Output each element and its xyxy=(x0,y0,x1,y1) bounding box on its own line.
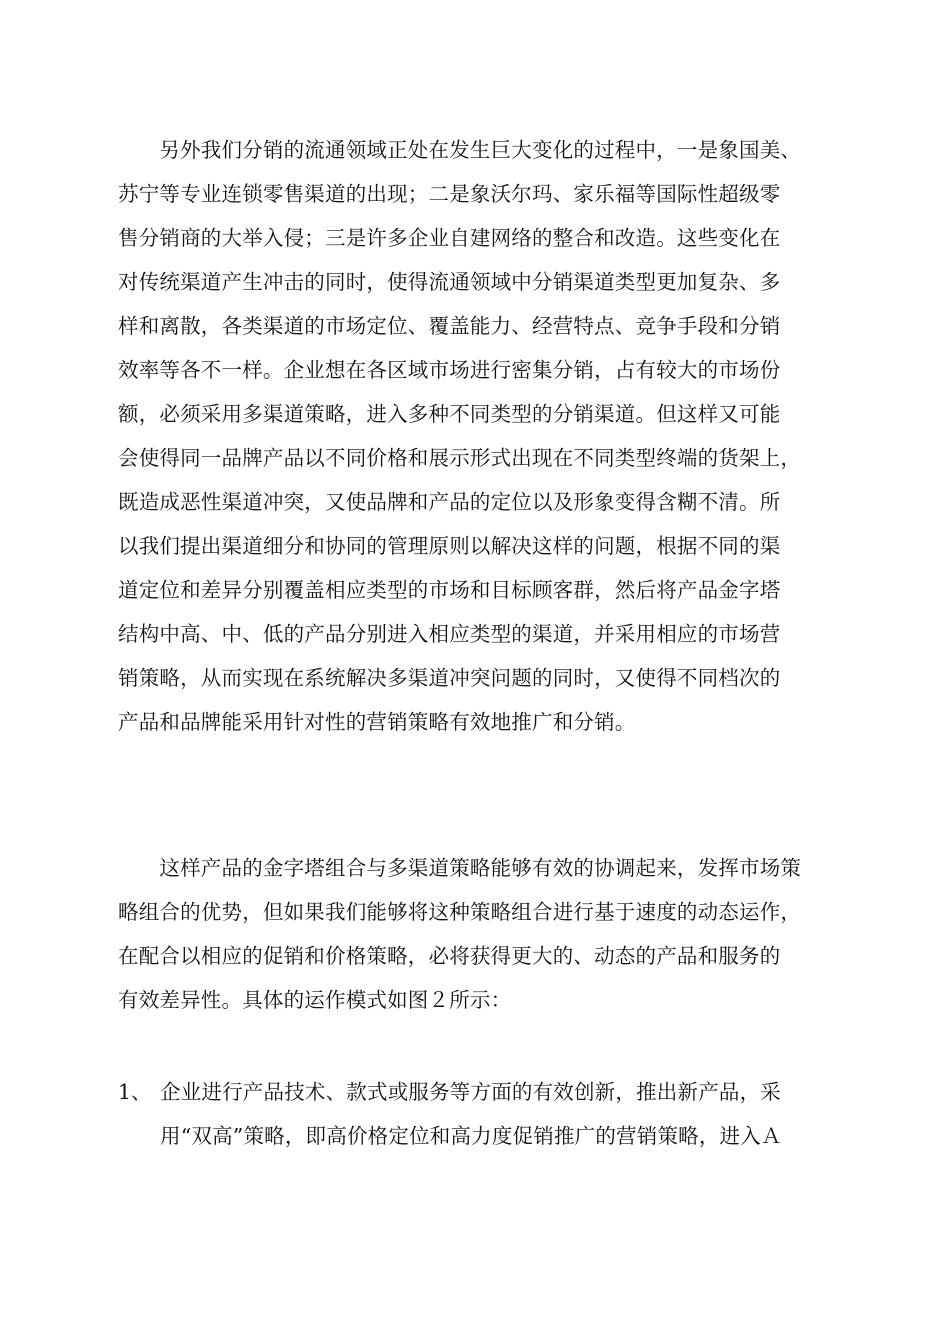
text-line: 效率等各不一样。企业想在各区域市场进行密集分销，占有较大的市场份 xyxy=(118,358,781,382)
text-line: 销策略，从而实现在系统解决多渠道冲突问题的同时，又使得不同档次的 xyxy=(118,666,781,690)
text-line: 用“双高”策略，即高价格定位和高力度促销推广的营销策略，进入Ａ xyxy=(160,1124,782,1148)
text-line: 额，必须采用多渠道策略，进入多种不同类型的分销渠道。但这样又可能 xyxy=(118,402,781,426)
paragraph-pyramid-strategy xyxy=(118,846,838,1022)
text-line: 在配合以相应的促销和价格策略，必将获得更大的、动态的产品和服务的 xyxy=(118,944,781,968)
text-line: 结构中高、中、低的产品分别进入相应类型的渠道，并采用相应的市场营 xyxy=(118,622,781,646)
text-line: 对传统渠道产生冲击的同时，使得流通领域中分销渠道类型更加复杂、多 xyxy=(118,270,781,294)
text-line: 既造成恶性渠道冲突，又使品牌和产品的定位以及形象变得含糊不清。所 xyxy=(118,490,781,514)
text-line: 售分销商的大举入侵；三是许多企业自建网络的整合和改造。这些变化在 xyxy=(118,226,781,250)
text-line: 会使得同一品牌产品以不同价格和展示形式出现在不同类型终端的货架上， xyxy=(118,446,802,470)
text-line: 另外我们分销的流通领域正处在发生巨大变化的过程中，一是象国美、 xyxy=(118,138,802,162)
text-line: 苏宁等专业连锁零售渠道的出现；二是象沃尔玛、家乐福等国际性超级零 xyxy=(118,182,781,206)
text-line: 有效差异性。具体的运作模式如图２所示： xyxy=(118,988,512,1012)
text-line: 略组合的优势，但如果我们能够将这种策略组合进行基于速度的动态运作， xyxy=(118,900,802,924)
list-number: 1、 xyxy=(118,1080,152,1104)
text-line: 产品和品牌能采用针对性的营销策略有效地推广和分销。 xyxy=(118,710,636,734)
text-line: 这样产品的金字塔组合与多渠道策略能够有效的协调起来，发挥市场策 xyxy=(118,856,802,880)
text-line: 以我们提出渠道细分和协同的管理原则以解决这样的问题，根据不同的渠 xyxy=(118,534,781,558)
text-line: 样和离散，各类渠道的市场定位、覆盖能力、经营特点、竞争手段和分销 xyxy=(118,314,781,338)
paragraph-channel-conflict xyxy=(118,128,838,744)
text-line: 道定位和差异分别覆盖相应类型的市场和目标顾客群，然后将产品金字塔 xyxy=(118,578,781,602)
text-line: 企业进行产品技术、款式或服务等方面的有效创新，推出新产品，采 xyxy=(160,1080,781,1104)
